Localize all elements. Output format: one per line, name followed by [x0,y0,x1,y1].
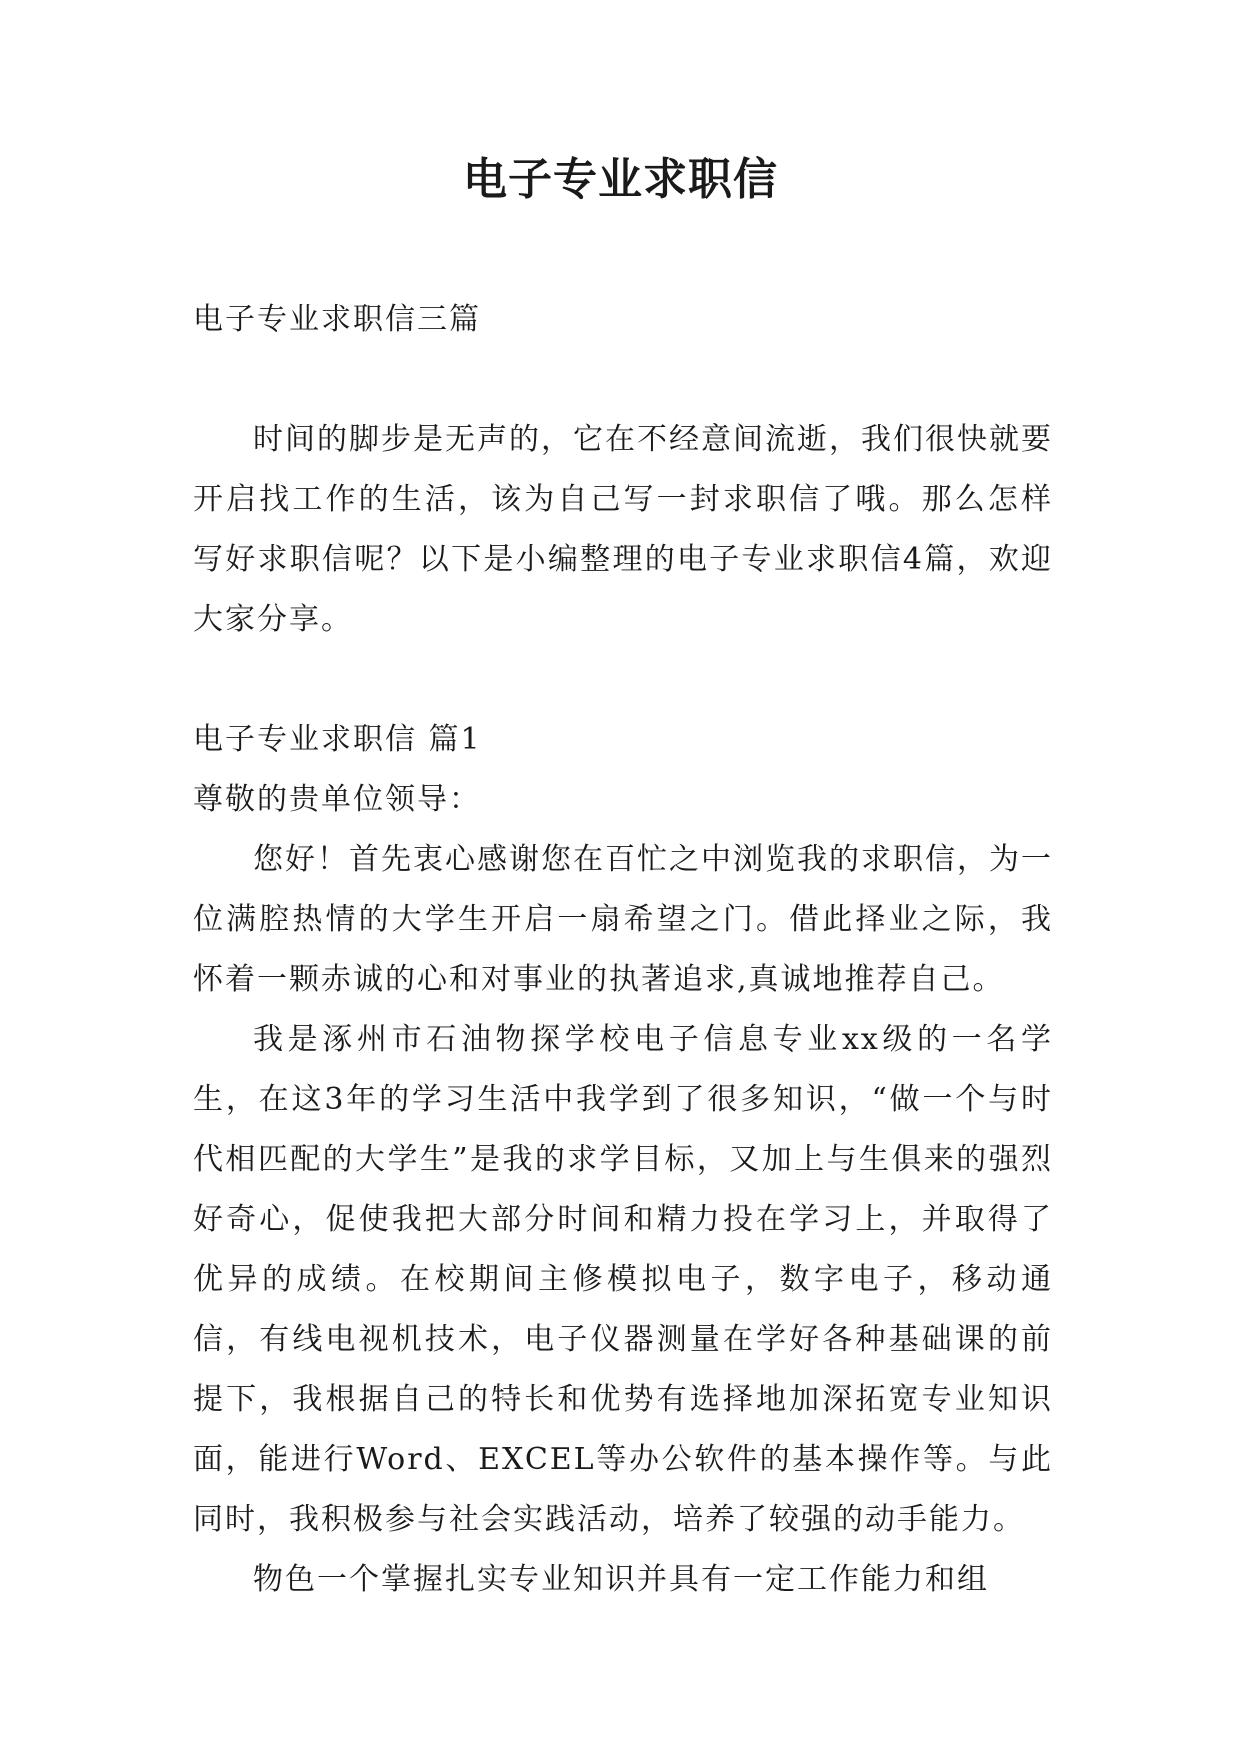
document-subtitle: 电子专业求职信三篇 [193,302,481,337]
document-title: 电子专业求职信 [463,154,778,205]
body-paragraph: 我是涿州市石油物探学校电子信息专业xx级的一名学生，在这3年的学习生活中我学到了很多知识，“做一个与时代相匹配的大学生”是我的求学目标，又加上与生俱来的强烈好奇心，促使我把大部分时间和精力投在学习上，并取得了优异的成绩。在校期间主修模拟电子，数字电子，移动通信，有线电视机技术，电子仪器测量在学好各种基础课的前提下，我根据自己的特长和优势有选择地加深拓宽专业知识面，能进行Word、EXCEL等办公软件的基本操作等。与此同时，我积极参与社会实践活动，培养了较强的动手能力。 [193,1022,1053,1537]
body-paragraph: 您好！首先衷心感谢您在百忙之中浏览我的求职信，为一位满腔热情的大学生开启一扇希望之门。借此择业之际，我怀着一颗赤诚的心和对事业的执著追求,真诚地推荐自己。 [193,842,1053,997]
document-body [193,290,1053,1610]
body-paragraph: 物色一个掌握扎实专业知识并具有一定工作能力和组 [253,1562,989,1597]
section-heading: 电子专业求职信 篇1 [193,722,482,757]
intro-paragraph: 时间的脚步是无声的，它在不经意间流逝，我们很快就要开启找工作的生活，该为自己写一封求职信了哦。那么怎样写好求职信呢？以下是小编整理的电子专业求职信4篇，欢迎大家分享。 [193,422,1053,637]
salutation: 尊敬的贵单位领导： [193,782,481,817]
